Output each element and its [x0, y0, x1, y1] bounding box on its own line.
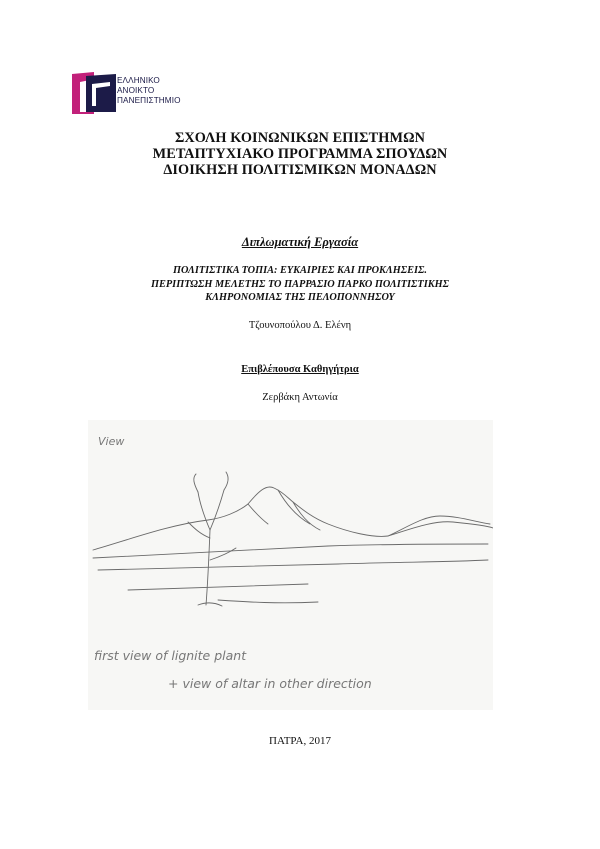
school-line-1: ΣΧΟΛΗ ΚΟΙΝΩΝΙΚΩΝ ΕΠΙΣΤΗΜΩΝ	[174, 130, 426, 146]
sketch-label-top: View	[98, 435, 125, 448]
school-line-3: ΔΙΟΙΚΗΣΗ ΠΟΛΙΤΙΣΜΙΚΩΝ ΜΟΝΑΔΩΝ	[163, 162, 437, 178]
logo-line-2: ΑΝΟΙΚΤΟ	[117, 86, 155, 96]
university-logo-text	[117, 76, 181, 107]
author-name: Τζουνοπούλου Δ. Ελένη	[248, 320, 352, 331]
university-logo-icon	[70, 70, 118, 116]
thesis-title	[0, 264, 600, 305]
supervisor-label: Επιβλέπουσα Καθηγήτρια	[241, 364, 359, 375]
logo-line-1: ΕΛΛΗΝΙΚΟ	[117, 76, 160, 85]
school-heading	[0, 130, 600, 178]
document-type: Διπλωματική Εργασία	[241, 235, 359, 249]
university-logo	[70, 70, 210, 116]
logo-line-3: ΠΑΝΕΠΙΣΤΗΜΙΟ	[117, 96, 181, 106]
thesis-title-line-2: ΠΕΡΙΠΤΩΣΗ ΜΕΛΕΤΗΣ ΤΟ ΠΑΡΡΑΣΙΟ ΠΑΡΚΟ ΠΟΛΙΤΙΣΤΙΚΗΣ	[151, 278, 449, 290]
sketch-note-line-1: first view of lignite plant	[94, 648, 247, 663]
thesis-title-line-1: ΠΟΛΙΤΙΣΤΙΚΑ ΤΟΠΙΑ: ΕΥΚΑΙΡΙΕΣ ΚΑΙ ΠΡΟΚΛΗΣΕΙΣ.	[172, 265, 428, 276]
sketch-note-line-2: + view of altar in other direction	[168, 676, 372, 691]
place-date: ΠΑΤΡΑ, 2017	[269, 735, 331, 747]
landscape-sketch	[88, 420, 493, 710]
thesis-title-line-3: ΚΛΗΡΟΝΟΜΙΑΣ ΤΗΣ ΠΕΛΟΠΟΝΝΗΣΟΥ	[205, 292, 395, 303]
school-line-2: ΜΕΤΑΠΤΥΧΙΑΚΟ ΠΡΟΓΡΑΜΜΑ ΣΠΟΥΔΩΝ	[152, 146, 448, 162]
supervisor-name: Ζερβάκη Αντωνία	[262, 392, 338, 403]
